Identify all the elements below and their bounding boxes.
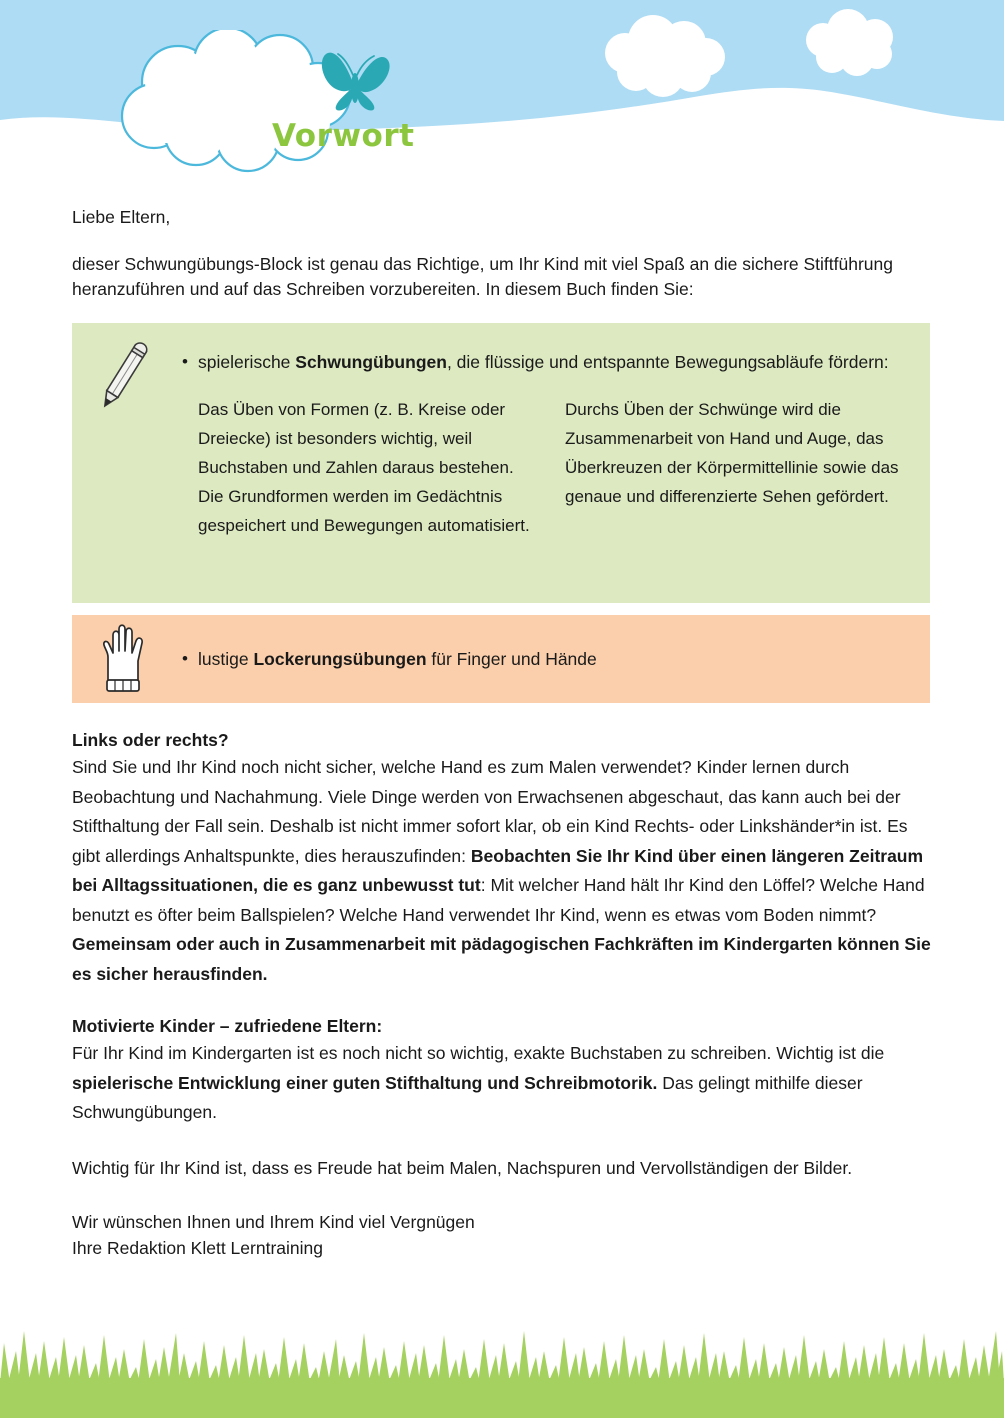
bullet-text	[198, 349, 889, 375]
bullet-text-part1: lustige	[198, 649, 254, 669]
section-text-2: Das gelingt mithilfe dieser Schwungübungen.	[72, 1072, 863, 1122]
sign-off-line-1: Wir wünschen Ihnen und Ihrem Kind viel Vergnügen	[72, 1212, 475, 1232]
pencil-icon	[92, 335, 154, 417]
section-heading: Links oder rechts?	[72, 730, 229, 750]
section-text-2: : Mit welcher Hand hält Ihr Kind den Löffel? Welche Hand benutzt es öfter beim Ballspielen? Welche Hand verwendet Ihr Kind, wenn es etwas vom Boden nimmt?	[72, 875, 925, 925]
orange-info-panel	[72, 615, 930, 703]
bullet-text-part1: spielerische	[198, 352, 296, 372]
letter-content	[72, 205, 934, 1261]
bullet-marker: •	[182, 649, 188, 668]
closing-paragraph: Wichtig für Ihr Kind ist, dass es Freude hat beim Malen, Nachspuren und Vervollständigen der Bilder.	[72, 1157, 853, 1178]
bullet-text-part2: für Finger und Hände	[426, 649, 597, 669]
section-body	[72, 753, 934, 989]
section-bold-1: Beobachten Sie Ihr Kind über einen längeren Zeitraum bei Alltagssituationen, die es ganz unbewusst tut	[72, 845, 924, 895]
green-panel-columns	[198, 395, 910, 540]
section-bold-2: Gemeinsam oder auch in Zusammenarbeit mit pädagogischen Fachkräften im Kindergarten können Sie es sicher herausfinden.	[72, 934, 931, 984]
orange-panel-body	[182, 615, 930, 703]
sky-banner	[0, 0, 1004, 200]
section-motivierte-kinder	[72, 1013, 934, 1128]
sign-off-block	[72, 1209, 934, 1261]
bullet-text-bold: Schwungübungen	[295, 352, 447, 372]
intro-paragraph: dieser Schwungübungs-Block ist genau das Richtige, um Ihr Kind mit viel Spaß an die sichere Stiftführung heranzuführen und auf das Schreiben vorzubereiten. In diesem Buch finden Sie:	[72, 254, 893, 299]
section-heading: Motivierte Kinder – zufriedene Eltern:	[72, 1016, 383, 1036]
column-left-text: Das Üben von Formen (z. B. Kreise oder Dreiecke) ist besonders wichtig, weil Buchstaben und Zahlen daraus bestehen. Die Grundformen werden im Gedächtnis gespeichert und Bewegungen automatisiert.	[198, 400, 530, 535]
section-body	[72, 1039, 934, 1128]
green-panel-body	[182, 349, 910, 540]
grass-footer	[0, 1323, 1004, 1418]
bullet-marker: •	[182, 352, 188, 371]
section-text-1: Für Ihr Kind im Kindergarten ist es noch nicht so wichtig, exakte Buchstaben zu schreiben. Wichtig ist die	[72, 1043, 885, 1063]
section-bold-1: spielerische Entwicklung einer guten Stifthaltung und Schreibmotorik.	[72, 1072, 658, 1093]
green-info-panel	[72, 323, 930, 603]
hand-icon	[94, 619, 156, 699]
column-right-text: Durchs Üben der Schwünge wird die Zusammenarbeit von Hand und Auge, das Überkreuzen der Körpermittellinie sowie das genaue und differenzierte Sehen gefördert.	[565, 400, 899, 506]
page-title: Vorwort	[272, 118, 415, 154]
butterfly-icon	[316, 42, 394, 114]
bullet-item-schwunguebungen	[182, 349, 910, 375]
greeting-line: Liebe Eltern,	[72, 207, 171, 227]
section-links-oder-rechts	[72, 727, 934, 989]
sign-off-line-2: Ihre Redaktion Klett Lerntraining	[72, 1238, 323, 1258]
grass-icon	[0, 1323, 1004, 1418]
bullet-text	[198, 646, 597, 672]
section-text-1: Sind Sie und Ihr Kind noch nicht sicher, welche Hand es zum Malen verwendet? Kinder lernen durch Beobachtung und Nachahmung. Viele Dinge werden von Erwachsenen abgeschaut, das kann auch bei der Stifthaltung der Fall sein. Deshalb ist nicht immer sofort klar, ob ein Kind Rechts- oder Linkshänder*in ist. Es gibt allerdings Anhaltspunkte, dies herauszufinden:	[72, 757, 908, 866]
bullet-text-bold: Lockerungsübungen	[253, 649, 427, 669]
bullet-text-part2: , die flüssige und entspannte Bewegungsabläufe fördern:	[446, 352, 889, 372]
bullet-item-lockerungsuebungen	[182, 615, 930, 703]
